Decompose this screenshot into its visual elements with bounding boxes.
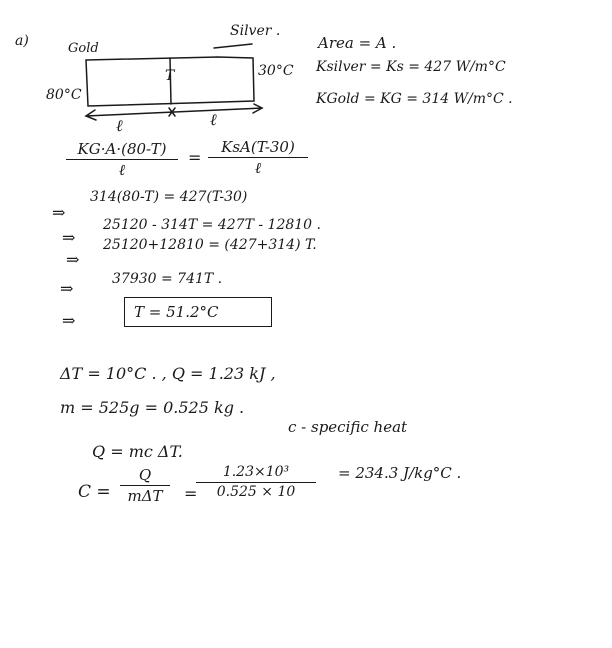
eq1-right-numerator: KsA(T-30) xyxy=(221,138,295,156)
step2: 25120 - 314T = 427T - 12810 . xyxy=(103,217,321,233)
step1-arrow: ⇒ xyxy=(52,203,66,222)
specific-heat-note: c - specific heat xyxy=(288,418,408,436)
part-label: a) xyxy=(15,33,29,49)
eq1-right-bar xyxy=(208,157,308,158)
c-fraction-2 xyxy=(196,464,316,501)
given-line-1: ΔT = 10°C . , Q = 1.23 kJ , xyxy=(60,364,276,383)
eq1-left-denominator: ℓ xyxy=(118,161,126,179)
eq1-right-denominator: ℓ xyxy=(254,159,262,177)
step3: 25120+12810 = (427+314) T. xyxy=(103,237,317,253)
c-lhs: C = xyxy=(78,482,111,502)
gold-label: Gold xyxy=(68,41,99,56)
c-result: = 234.3 J/kg°C . xyxy=(338,464,462,482)
formula-line: Q = mc ΔT. xyxy=(92,442,183,461)
given-line-2: m = 525g = 0.525 kg . xyxy=(60,398,245,417)
silver-label: Silver . xyxy=(230,23,281,39)
eq1-right-fraction xyxy=(208,138,308,177)
step4-arrow: ⇒ xyxy=(60,279,74,298)
c-fraction-1-bar xyxy=(120,485,170,486)
eq1-left-fraction xyxy=(66,140,178,179)
c-equals: = xyxy=(184,484,198,503)
given-k-gold: KGold = KG = 314 W/m°C . xyxy=(316,91,513,107)
result: T = 51.2°C xyxy=(134,303,219,321)
c-fraction-2-bar xyxy=(196,482,316,483)
left-temperature: 80°C xyxy=(46,87,82,103)
c-fraction-1-numerator: Q xyxy=(138,466,152,484)
step1: 314(80-T) = 427(T-30) xyxy=(90,189,248,205)
length-right: ℓ xyxy=(210,110,217,129)
step3-arrow: ⇒ xyxy=(66,250,80,269)
step2-arrow: ⇒ xyxy=(62,228,76,247)
silver-leader xyxy=(214,44,252,48)
length-left: ℓ xyxy=(116,116,123,135)
c-fraction-1 xyxy=(120,466,170,505)
eq1-left-bar xyxy=(66,159,178,160)
given-k-silver: Ksilver = Ks = 427 W/m°C xyxy=(316,59,506,75)
step5-arrow: ⇒ xyxy=(62,311,76,330)
eq1-equals: = xyxy=(188,148,202,167)
c-fraction-1-denominator: mΔT xyxy=(127,487,163,505)
right-temperature: 30°C xyxy=(258,63,294,79)
c-fraction-2-denominator: 0.525 × 10 xyxy=(216,483,296,500)
c-fraction-2-numerator: 1.23×10³ xyxy=(222,464,290,480)
step4: 37930 = 741T . xyxy=(112,271,223,287)
junction-temperature: T xyxy=(165,68,175,84)
given-area: Area = A . xyxy=(318,34,397,52)
eq1-left-numerator: KG·A·(80-T) xyxy=(77,140,167,158)
